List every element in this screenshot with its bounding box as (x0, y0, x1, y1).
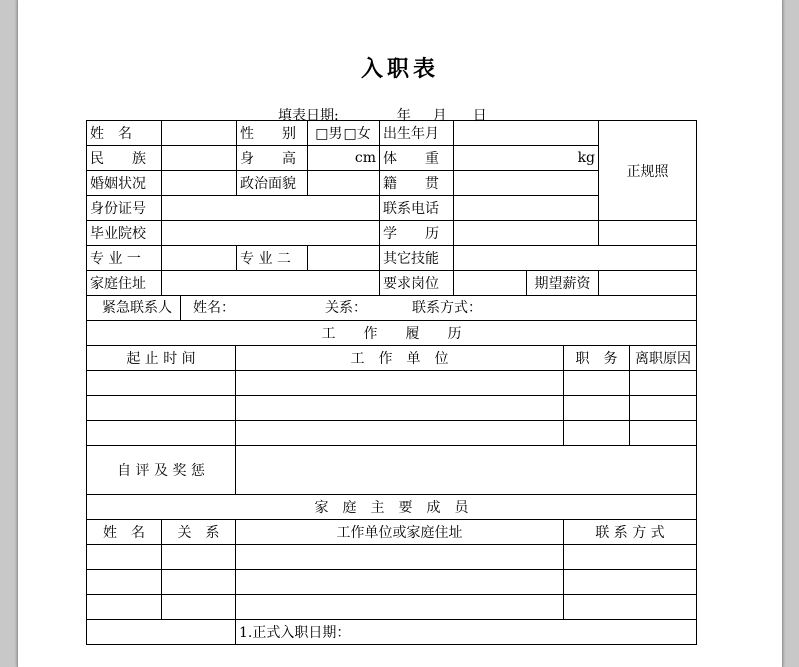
form-row (87, 246, 697, 271)
table-row (87, 396, 697, 421)
table-row (87, 570, 697, 595)
cell-leave-reason[interactable] (630, 421, 697, 446)
value-height[interactable] (308, 146, 380, 171)
section-work-history: 工 作 履 历 (87, 321, 697, 346)
value-phone[interactable] (454, 196, 599, 221)
form-row (87, 271, 697, 296)
header-family-relation: 关 系 (162, 520, 236, 545)
table-header-row (87, 520, 697, 545)
header-family-contact: 联 系 方 式 (564, 520, 697, 545)
form-row (87, 296, 697, 321)
label-ethnic: 民 族 (87, 146, 162, 171)
label-position: 要求岗位 (380, 271, 454, 296)
label-major1: 专 业 一 (87, 246, 162, 271)
label-major2: 专 业 二 (237, 246, 308, 271)
cell-title[interactable] (564, 396, 630, 421)
form-row (87, 446, 697, 495)
form-row (87, 321, 697, 346)
header-leave-reason: 离职原因 (630, 346, 697, 371)
table-row (87, 545, 697, 570)
cell-period[interactable] (87, 371, 236, 396)
value-name[interactable] (162, 121, 237, 146)
label-id: 身份证号 (87, 196, 162, 221)
form-row (87, 495, 697, 520)
cell-family-relation[interactable] (162, 545, 236, 570)
table-header-row (87, 346, 697, 371)
fill-date-year: 年 (396, 108, 411, 124)
checkbox-female[interactable]: □女 (343, 126, 371, 142)
height-unit: cm (354, 150, 376, 166)
label-emergency: 紧急联系人 (102, 300, 172, 316)
value-native[interactable] (454, 171, 599, 196)
cell-employer[interactable] (236, 421, 564, 446)
value-skills[interactable] (454, 246, 697, 271)
label-emergency-relation: 关系： (325, 300, 367, 316)
cell-period[interactable] (87, 396, 236, 421)
label-birth: 出生年月 (380, 121, 454, 146)
header-employer: 工 作 单 位 (236, 346, 564, 371)
cell-family-name[interactable] (87, 595, 162, 620)
cell-family-contact[interactable] (564, 570, 697, 595)
label-weight: 体 重 (380, 146, 454, 171)
form-row (87, 620, 697, 645)
fill-date-label: 填表日期: (278, 108, 339, 124)
cell-family-address[interactable] (236, 545, 564, 570)
cell-title[interactable] (564, 421, 630, 446)
value-marital[interactable] (162, 171, 237, 196)
label-name: 姓 名 (87, 121, 162, 146)
document-page (17, 0, 783, 667)
section-family: 家 庭 主 要 成 员 (87, 495, 697, 520)
cell-family-relation[interactable] (162, 595, 236, 620)
fill-date-day: 日 (472, 108, 487, 124)
value-ethnic[interactable] (162, 146, 237, 171)
label-emergency-contact: 联系方式： (412, 300, 482, 316)
value-salary[interactable] (599, 271, 697, 296)
weight-unit: kg (577, 150, 596, 166)
label-school: 毕业院校 (87, 221, 162, 246)
cell-employer[interactable] (236, 371, 564, 396)
value-major1[interactable] (162, 246, 237, 271)
label-gender: 性 别 (237, 121, 308, 146)
table-row (87, 595, 697, 620)
value-political[interactable] (308, 171, 380, 196)
value-position[interactable] (454, 271, 527, 296)
cell-family-address[interactable] (236, 570, 564, 595)
cell-title[interactable] (564, 371, 630, 396)
cell-family-contact[interactable] (564, 545, 697, 570)
header-family-name: 姓 名 (87, 520, 162, 545)
photo-blank (599, 221, 697, 246)
checkbox-male[interactable]: □男 (315, 126, 343, 142)
cell-leave-reason[interactable] (630, 396, 697, 421)
value-birth[interactable] (454, 121, 599, 146)
header-title: 职 务 (564, 346, 630, 371)
label-marital: 婚姻状况 (87, 171, 162, 196)
cell-family-relation[interactable] (162, 570, 236, 595)
label-emergency-name: 姓名： (193, 300, 235, 316)
label-skills: 其它技能 (380, 246, 454, 271)
value-weight[interactable] (454, 146, 599, 171)
cell-period[interactable] (87, 421, 236, 446)
blank-cell (87, 620, 236, 645)
label-political: 政治面貌 (237, 171, 308, 196)
photo-box: 正规照 (599, 121, 697, 221)
page-title: 入职表 (360, 56, 439, 82)
fill-date-month: 月 (432, 108, 447, 124)
label-phone: 联系电话 (380, 196, 454, 221)
value-self-eval[interactable] (236, 446, 697, 495)
label-address: 家庭住址 (87, 271, 162, 296)
cell-family-name[interactable] (87, 545, 162, 570)
value-major2[interactable] (308, 246, 380, 271)
label-self-eval: 自 评 及 奖 惩 (87, 446, 236, 495)
form-row (87, 221, 697, 246)
label-education: 学 历 (380, 221, 454, 246)
label-salary: 期望薪资 (527, 271, 599, 296)
header-period: 起 止 时 间 (87, 346, 236, 371)
cell-family-name[interactable] (87, 570, 162, 595)
entry-form-table (86, 120, 697, 645)
emergency-contact-row (87, 296, 697, 321)
form-row (87, 121, 697, 146)
cell-family-contact[interactable] (564, 595, 697, 620)
label-height: 身 高 (237, 146, 308, 171)
value-id[interactable] (162, 196, 380, 221)
label-native: 籍 贯 (380, 171, 454, 196)
table-row (87, 371, 697, 396)
value-school[interactable] (162, 221, 380, 246)
cell-leave-reason[interactable] (630, 371, 697, 396)
cell-employer[interactable] (236, 396, 564, 421)
value-education[interactable] (454, 221, 599, 246)
cell-family-address[interactable] (236, 595, 564, 620)
table-row (87, 421, 697, 446)
gender-options (308, 121, 380, 146)
header-family-address: 工作单位或家庭住址 (236, 520, 564, 545)
value-address[interactable] (162, 271, 380, 296)
label-entry-date: 1.正式入职日期： (236, 620, 697, 645)
